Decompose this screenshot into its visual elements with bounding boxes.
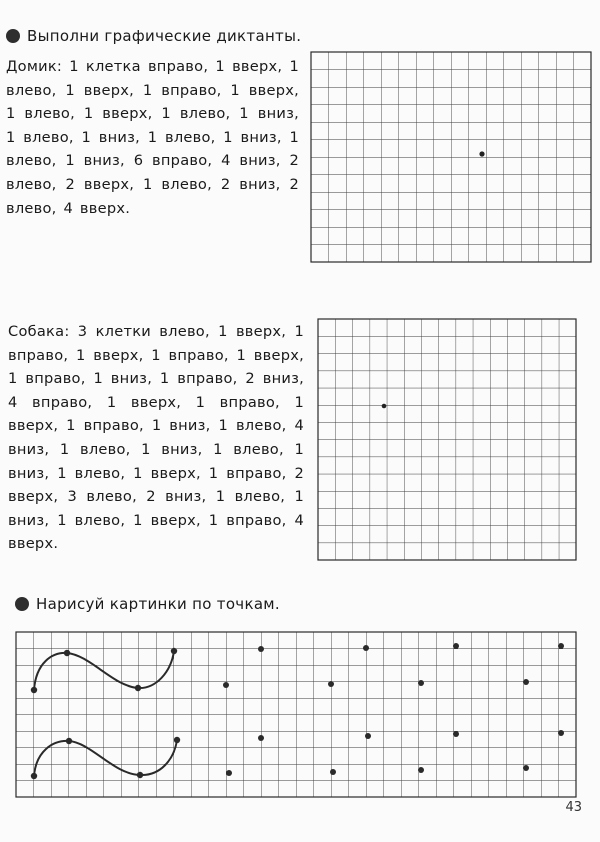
dog-start-dot <box>382 404 387 409</box>
house-grid[interactable] <box>311 52 591 262</box>
exercise2-heading-text: Нарисуй картинки по точкам. <box>36 595 280 613</box>
house-start-dot <box>479 151 484 156</box>
dog-grid[interactable] <box>318 319 576 560</box>
dog-dictation-text: Собака: 3 клетки влево, 1 вверх, 1 вправо, 1 вверх, 1 вправо, 1 вверх, 1 вправо, 1 вниз, 1 вправо, 2 вниз, 4 вправо, 1 вверх, 1 вправо, 1 вверх, 1 вправо, 1 вниз, 1 влево, 4 вниз, 1 влево, 1 вниз, 1 влево, 1 вниз, 1 влево, 1 вверх, 1 вправо, 2 вверх, 3 влево, 2 вниз, 1 влево, 1 вниз, 1 влево, 1 вверх, 1 вправо, 4 вверх. <box>8 323 304 553</box>
house-dictation-text: Домик: 1 клетка вправо, 1 вверх, 1 влево, 1 вверх, 1 вправо, 1 вверх, 1 влево, 1 вверх, 1 влево, 1 вниз, 1 влево, 1 вниз, 1 влево, 1 вниз, 1 влево, 1 вниз, 6 вправо, 4 вниз, 2 влево, 2 вверх, 1 влево, 2 вниз, 2 влево, 4 вверх. <box>6 58 299 217</box>
page-number: 43 <box>565 800 582 815</box>
exercise1-heading-text: Выполни графические диктанты. <box>27 27 302 45</box>
dots-grid[interactable] <box>16 632 576 797</box>
